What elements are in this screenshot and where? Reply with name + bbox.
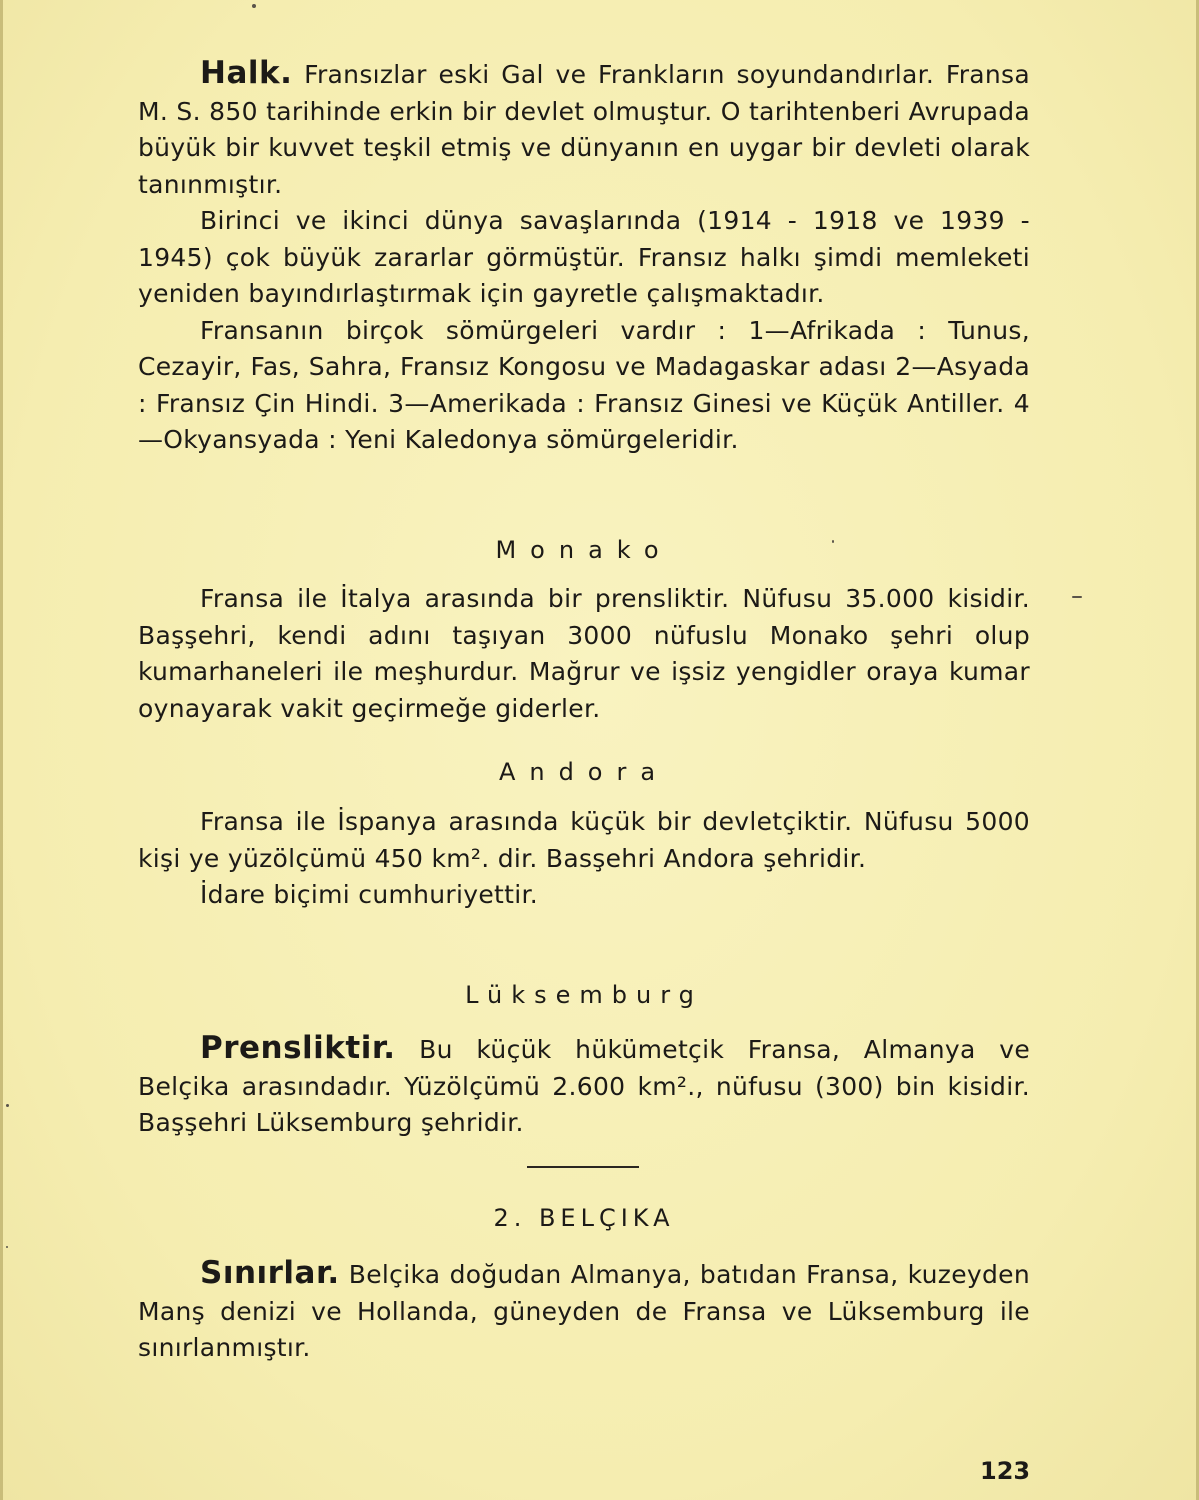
- luxembourg-heading: Lüksemburg: [465, 981, 703, 1009]
- andorra-paragraph-2: İdare biçimi cumhuriyettir.: [200, 880, 538, 909]
- scan-speck: [252, 4, 256, 8]
- france-population-section: [138, 55, 1030, 459]
- scan-speck: [1072, 596, 1082, 598]
- france-paragraph-2: Birinci ve ikinci dünya savaşlarında (1914 - 1918 ve 1939 - 1945) çok büyük zararlar görmüştür. Fransız halkı şimdi memleketi yeniden bayındırlaştırmak için gayretle çalışmaktadır.: [138, 206, 1030, 308]
- andorra-section: [138, 804, 1030, 914]
- france-paragraph-1: [138, 55, 1030, 203]
- belgium-paragraph-text: Belçika doğudan Almanya, batıdan Fransa, kuzeyden Manş denizi ve Hollanda, güneyden de Fransa ve Lüksemburg ile sınırlanmıştır.: [138, 1260, 1031, 1362]
- belgium-section: [138, 1255, 1030, 1367]
- scan-speck: [6, 1104, 9, 1107]
- section-lead-prensliktir: Prensliktir.: [200, 1030, 396, 1066]
- france-paragraph-3: Fransanın birçok sömürgeleri vardır : 1—Afrikada : Tunus, Cezayir, Fas, Sahra, Fransız Kongosu ve Madagaskar adası 2—Asyada : Fransız Çin Hindi. 3—Amerikada : Fransız Ginesi ve Küçük Antiller. 4—Okyansyada : Yeni Kaledonya sömürgeleridir.: [138, 315, 1030, 454]
- luxembourg-paragraph: [138, 1030, 1030, 1142]
- monaco-section: [138, 581, 1030, 727]
- monaco-paragraph: Fransa ile İtalya arasında bir prensliktir. Nüfusu 35.000 kisidir. Başşehri, kendi adını taşıyan 3000 nüfuslu Monako şehri olup kumarhaneleri ile meşhurdur. Mağrur ve işsiz yengidler oraya kumar oynayarak vakit geçirmeğe giderler.: [138, 584, 1030, 723]
- france-paragraph-1-text: Fransızlar eski Gal ve Frankların soyundandırlar. Fransa M. S. 850 tarihinde erkin bir devlet olmuştur. O tarihtenberi Avrupada büyük bir kuvvet teşkil etmiş ve dünyanın en uygar bir devleti olarak tanınmıştır.: [138, 60, 1030, 199]
- scan-speck: [6, 1246, 8, 1248]
- luxembourg-paragraph-text: Bu küçük hükümetçik Fransa, Almanya ve Belçika arasındadır. Yüzölçümü 2.600 km²., nüfusu (300) bin kisidir. Başşehri Lüksemburg şehridir.: [138, 1035, 1030, 1137]
- page-edge-left: [0, 0, 3, 1500]
- luxembourg-section: [138, 1030, 1030, 1142]
- belgium-paragraph: [138, 1255, 1030, 1367]
- andorra-paragraph-1: Fransa ile İspanya arasında küçük bir devletçiktir. Nüfusu 5000 kişi ye yüzölçümü 450 km². dir. Basşehri Andora şehridir.: [138, 807, 1030, 873]
- belgium-heading: 2. BELÇIKA: [493, 1204, 675, 1232]
- scan-speck: [832, 540, 834, 543]
- section-divider: [527, 1166, 639, 1168]
- section-lead-halk: Halk.: [200, 55, 293, 91]
- monaco-heading: Monako: [495, 536, 673, 564]
- page-number: 123: [980, 1457, 1031, 1485]
- section-lead-sinirlar: Sınırlar.: [200, 1255, 340, 1291]
- andorra-heading: Andora: [498, 758, 670, 786]
